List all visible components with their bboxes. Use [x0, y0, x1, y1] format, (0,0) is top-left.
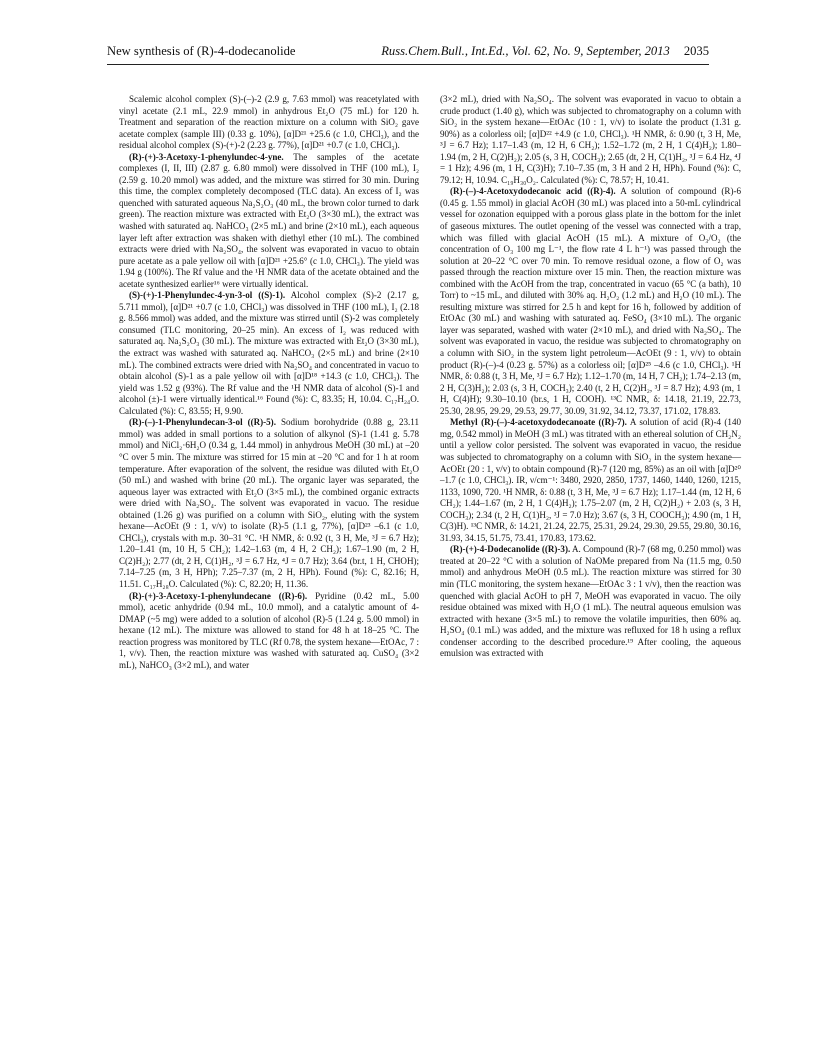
paragraph [440, 544, 741, 659]
paragraph-text: Scalemic alcohol complex (S)-(–)-2 (2.9 g, 7.63 mmol) was reacetylated with vinyl acetate (2.1 mL, 22.9 mmol) in anhydrous Et₂O (75 mL) for 120 h. Treatment and separation of the reaction mixture on a column with SiO₂ gave acetate complex (sample III) (0.33 g. 10%), [α]D²¹ +25.6 (c 1.0, CHCl₃), and the residual alcohol complex (S)-(+)-2 (2.23 g. 77%), [α]D²¹ +0.7 (c 1.0, CHCl₃). [119, 94, 419, 151]
procedure-heading: (R)-(+)-4-Dodecanolide ((R)-3). [450, 544, 571, 555]
procedure-heading: (S)-(+)-1-Phenylundec-4-yn-3-ol ((S)-1). [129, 290, 286, 301]
journal-citation: Russ.Chem.Bull., Int.Ed., Vol. 62, No. 9, September, 2013 [381, 44, 670, 58]
paragraph-text: Sodium borohydride (0.88 g, 23.11 mmol) was added in small portions to a solution of alkynol (S)-1 (1.41 g. 5.78 mmol) and NiCl₂·6H₂O (0.34 g, 1.44 mmol) in anhydrous MeOH (30 mL) at –20 °C over 5 min. The mixture was stirred for 15 min at –20 °C and for 1 h at room temperature. After evaporation of the solvent, the residue was diluted with Et₂O (50 mL) and washed with brine (20 mL). The organic layer was separated, the aqueous layer was extracted with Et₂O (3×5 mL), the combined organic extracts were dried with Na₂SO₄. The solvent was evaporated in vacuo. The residue obtained (1.26 g) was purified on a column with SiO₂, eluting with the system hexane—AcOEt (9 : 1, v/v) to isolate (R)-5 (1.1 g, 77%), [α]D²³ –6.1 (c 1.0, CHCl₃), crystals with m.p. 30–31 °C. ¹H NMR, δ: 0.92 (t, 3 H, Me, ³J = 6.7 Hz); 1.20–1.41 (m, 10 H, 5 CH₂); 1.42–1.63 (m, 4 H, 2 CH₂); 1.67–1.90 (m, 2 H, C(2)H₂); 2.77 (dt, 2 H, C(1)H₂, ³J = 6.7 Hz, ⁴J = 0.7 Hz); 3.64 (br.t, 1 H, CHOH); 7.14–7.25 (m, 3 H, HPh); 7.25–7.37 (m, 2 H, HPh). Found (%): C, 82.16; H, 11.51. C₁₇H₂₈O. Calculated (%): C, 82.20; H, 11.36. [119, 417, 419, 589]
paragraph [440, 186, 741, 417]
page-number: 2035 [683, 44, 709, 58]
procedure-heading: (R)-(+)-3-Acetoxy-1-phenylundec-4-yne. [129, 151, 284, 162]
paragraph [119, 152, 419, 291]
paragraph [119, 417, 419, 590]
procedure-heading: (R)-(–)-4-Acetoxydodecanoic acid ((R)-4). [450, 186, 616, 197]
procedure-heading: Methyl (R)-(–)-4-acetoxydodecanoate ((R)-7). [450, 417, 627, 428]
paragraph-text: The samples of the acetate complexes (I, II, III) (2.87 g. 6.80 mmol) were dissolved in THF (100 mL), I₂ (2.59 g. 10.20 mmol) was added, and the mixture was stirred for 30 min. During this time, the complex completely decomposed (TLC data). An excess of I₂ was quenched with saturated aqueous Na₂S₂O₃ (40 mL, the brown color turned to dark green). The reaction mixture was extracted with Et₂O (3×30 mL), the extract was washed with saturated aq. NaHCO₃ (2×5 mL) and brine (2×10 mL), each aqueous layer left after extraction was shaken with diethyl ether (10 mL). The combined extracts were dried with Na₂SO₄, the solvent was evaporated in vacuo to obtain pure acetate as a pale yellow oil with [α]D²¹ +25.6° (c 1.0, CHCl₃). The yield was 1.94 g (100%). The Rf value and the ¹H NMR data of the acetate obtained and the acetate synthesized earlier¹⁶ were virtually identical. [119, 151, 419, 289]
paragraph [119, 591, 419, 672]
paragraph [440, 94, 741, 186]
paragraph-text: A. Compound (R)-7 (68 mg, 0.250 mmol) was treated at 20–22 °C with a solution of NaOMe prepared from Na (11.5 mg, 0.50 mmol) and anhydrous MeOH (0.5 mL). The reaction mixture was stirred for 30 min (TLC monitoring, the system hexane—EtOAc 3 : 1 v/v), then the reaction was quenched with glacial AcOH to pH 7, MeOH was evaporated in vacuo. The oily residue obtained was mixed with H₂O (1 mL). The neutral aqueous emulsion was extracted with hexane (3×5 mL) to remove the volatile impurities, then 60% aq. H₂SO₄ (0.1 mL) was added, and the mixture was refluxed for 18 h using a reflux condenser according to the described procedure.¹⁹ After cooling, the aqueous emulsion was extracted with [440, 544, 741, 659]
paragraph [119, 290, 419, 417]
running-head [107, 44, 709, 62]
paragraph-text: Alcohol complex (S)-2 (2.17 g, 5.711 mmol), [α]D²¹ +0.7 (c 1.0, CHCl₃) was dissolved in THF (100 mL), I₂ (2.18 g. 8.566 mmol) was added, and the mixture was stirred until (S)-2 was completely consumed (TLC monitoring, 20–25 min). An excess of I₂ was reduced with saturated aq. Na₂S₂O₃ (30 mL). The mixture was extracted with Et₂O (3×30 mL), the extract was washed with saturated aq. NaHCO₃ (2×5 mL) and brine (2×10 mL). The combined extracts were dried with Na₂SO₄ and concentrated in vacuo to obtain alcohol (S)-1 as a pale yellow oil with [α]D¹⁸ +14.3 (c 1.0, CHCl₃). The yield was 1.52 g (93%). The Rf value and the ¹H NMR data of alcohol (S)-1 and alcohol (±)-1 were virtually identical.¹⁶ Found (%): C, 83.35; H, 10.04. C₁₇H₂₄O. Calculated (%): C, 83.55; H, 9.90. [119, 290, 419, 416]
paragraph [440, 417, 741, 544]
right-column [440, 94, 741, 660]
header-rule [107, 64, 709, 65]
journal-citation-header [381, 44, 709, 59]
paragraph-text: (3×2 mL), dried with Na₂SO₄. The solvent was evaporated in vacuo to obtain a crude product (1.40 g), which was subjected to chromatography on a column with SiO₂ in the system hexane—EtOAc (10 : 1, v/v) to isolate the product (1.31 g. 90%) as a colorless oil; [α]D²² +4.9 (c 1.0, CHCl₃). ¹H NMR, δ: 0.90 (t, 3 H, Me, ³J = 6.7 Hz); 1.17–1.43 (m, 12 H, 6 CH₂); 1.52–1.72 (m, 2 H, 1 C(4)H₂); 1.80–1.94 (m, 2 H, C(2)H₂); 2.05 (s, 3 H, COCH₃); 2.65 (dt, 2 H, C(1)H₂, ³J = 6.4 Hz, ⁴J = 1 Hz); 4.96 (m, 1 H, C(3)H); 7.10–7.35 (m, 3 H and 2 H, HPh). Found (%): C, 79.12; H, 10.94. C₁₉H₃₀O₂. Calculated (%): C, 78.57; H, 10.41. [440, 94, 741, 185]
paragraph-text: Pyridine (0.42 mL, 5.00 mmol), acetic anhydride (0.94 mL, 10.0 mmol), and a catalytic amount of 4-DMAP (~5 mg) were added to a solution of alcohol (R)-5 (1.24 g. 5.00 mmol) in hexane (12 mL). The mixture was allowed to stand for 48 h at 18–25 °C. The reaction progress was monitored by TLC (Rf 0.78, the system hexane—EtOAc, 7 : 1, v/v). Then, the reaction mixture was washed with saturated aq. CuSO₄ (3×2 mL), NaHCO₃ (3×2 mL), and water [119, 590, 419, 670]
paragraph [119, 94, 419, 152]
procedure-heading: (R)-(+)-3-Acetoxy-1-phenylundecane ((R)-6). [129, 590, 308, 601]
paragraph-text: A solution of compound (R)-6 (0.45 g. 1.55 mmol) in glacial AcOH (30 mL) was placed into a 50-mL cylindrical vessel for ozonation equipped with a porous glass plate in the bottom for the inlet of gaseous mixtures. The outlet opening of the vessel was connected with a trap, which was filled with glacial AcOH (15 mL). A mixture of O₃/O₂ (the concentration of O₃ 100 mg L⁻¹, the flow rate 4 L h⁻¹) was passed through the solution at 20–22 °C over 70 min. To remove residual ozone, a flow of O₂ was passed through the reaction mixture over 15 min. Then, the reaction mixture was combined with the AcOH from the trap, concentrated in vacuo (65 °C (a bath), 10 Torr) to ~15 mL, and diluted with 30% aq. H₂O₂ (1.2 mL) and H₂O (10 mL). The resulting mixture was stirred for 2.5 h and kept for 16 h, followed by addition of EtOAc (30 mL) and washing with saturated aq. FeSO₄ (3×10 mL). The organic layer was separated, washed with water (2×10 mL), and dried with Na₂SO₄. The solvent was evaporated in vacuo, the residue was subjected to chromatography on a column with SiO₂ in the system light petroleum—AcOEt (9 : 1, v/v) to obtain product (R)-(–)-4 (0.23 g. 57%) as a colorless oil; [α]D²⁵ –4.6 (c 1.0, CHCl₃). ¹H NMR, δ: 0.88 (t, 3 H, Me, ³J = 6.7 Hz); 1.12–1.70 (m, 14 H, 7 CH₂); 1.74–2.13 (m, 2 H, C(3)H₂); 2.03 (s, 3 H, COCH₃); 2.40 (t, 2 H, C(2)H₂, ³J = 8.7 Hz); 4.93 (m, 1 H, C(4)H); 9.30–10.10 (br.s, 1 H, COOH). ¹³C NMR, δ: 14.18, 21.19, 22.73, 25.30, 28.95, 29.29, 29.53, 29.77, 30.09, 31.92, 34.12, 73.37, 171.02, 178.83. [440, 186, 742, 416]
left-column [119, 94, 419, 671]
paragraph-text: A solution of acid (R)-4 (140 mg, 0.542 mmol) in MeOH (3 mL) was titrated with an ethereal solution of CH₂N₂ until a yellow color persisted. The solvent was evaporated in vacuo, the residue was subjected to chromatography on a column with SiO₂ in the system hexane—AcOEt (20 : 1, v/v) to obtain compound (R)-7 (120 mg, 85%) as an oil with [α]D²⁰ –1.7 (c 1.0, CHCl₃). IR, ν/cm⁻¹: 3480, 2920, 2850, 1737, 1460, 1440, 1260, 1215, 1133, 1090, 720. ¹H NMR, δ: 0.88 (t, 3 H, Me, ³J = 6.7 Hz); 1.17–1.44 (m, 12 H, 6 CH₂); 1.44–1.67 (m, 2 H, 1 C(4)H₂); 1.75–2.07 (m, 2 H, C(2)H₂) + 2.03 (s, 3 H, COCH₃); 2.34 (t, 2 H, C(1)H₂, ³J = 7.0 Hz); 3.67 (s, 3 H, COOCH₃); 4.90 (m, 1 H, C(3)H). ¹³C NMR, δ: 14.21, 21.24, 22.75, 25.31, 29.24, 29.30, 29.55, 29.80, 30.16, 31.93, 34.15, 51.75, 73.41, 170.83, 173.62. [440, 417, 741, 543]
article-title-header: New synthesis of (R)-4-dodecanolide [107, 44, 296, 58]
procedure-heading: (R)-(–)-1-Phenylundecan-3-ol ((R)-5). [129, 417, 276, 428]
